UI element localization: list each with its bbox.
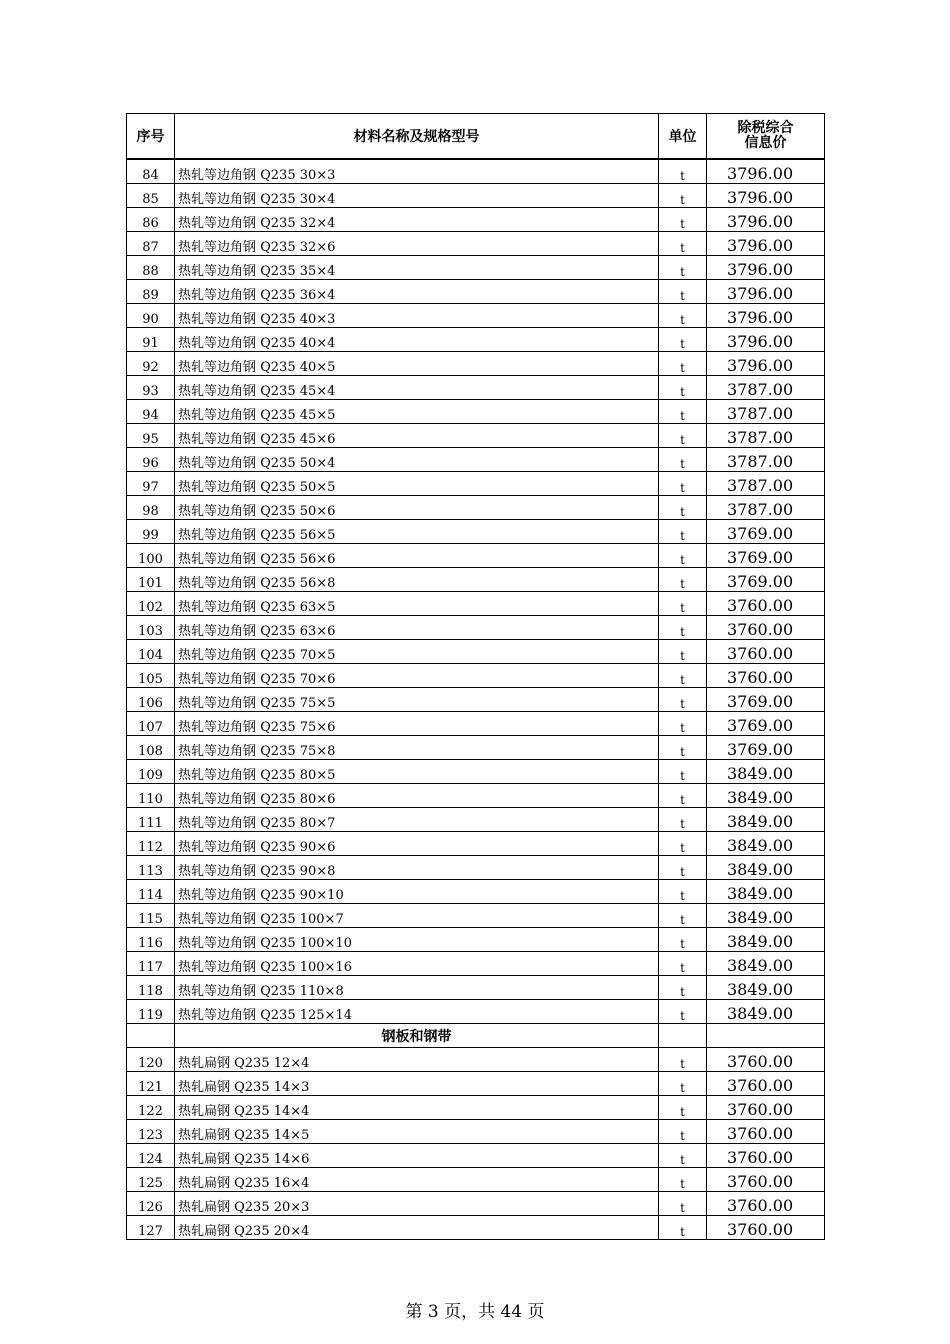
cell-unit: t [659, 808, 707, 832]
table-row [127, 256, 825, 280]
cell-no: 119 [127, 1000, 175, 1024]
table-row [127, 159, 825, 184]
section-cell-unit [659, 1024, 707, 1048]
cell-price: 3849.00 [707, 856, 825, 880]
cell-unit: t [659, 832, 707, 856]
table-row [127, 232, 825, 256]
cell-unit: t [659, 568, 707, 592]
cell-name: 热轧扁钢 Q235 12×4 [175, 1048, 659, 1072]
cell-no: 98 [127, 496, 175, 520]
cell-name: 热轧等边角钢 Q235 80×7 [175, 808, 659, 832]
cell-price: 3769.00 [707, 736, 825, 760]
table-header-row [127, 114, 825, 160]
cell-price: 3796.00 [707, 328, 825, 352]
price-table-sheet [126, 113, 824, 1240]
table-row [127, 520, 825, 544]
cell-name: 热轧等边角钢 Q235 90×10 [175, 880, 659, 904]
table-row [127, 208, 825, 232]
cell-unit: t [659, 616, 707, 640]
cell-no: 118 [127, 976, 175, 1000]
cell-unit: t [659, 400, 707, 424]
cell-unit: t [659, 1216, 707, 1240]
cell-price: 3796.00 [707, 232, 825, 256]
cell-no: 114 [127, 880, 175, 904]
cell-unit: t [659, 280, 707, 304]
cell-price: 3796.00 [707, 184, 825, 208]
cell-name: 热轧等边角钢 Q235 80×5 [175, 760, 659, 784]
cell-unit: t [659, 736, 707, 760]
table-row [127, 304, 825, 328]
cell-no: 125 [127, 1168, 175, 1192]
cell-price: 3760.00 [707, 1216, 825, 1240]
cell-price: 3849.00 [707, 880, 825, 904]
table-row [127, 280, 825, 304]
cell-no: 85 [127, 184, 175, 208]
cell-price: 3760.00 [707, 592, 825, 616]
cell-unit: t [659, 1168, 707, 1192]
cell-name: 热轧等边角钢 Q235 75×5 [175, 688, 659, 712]
cell-unit: t [659, 304, 707, 328]
table-row [127, 808, 825, 832]
cell-no: 111 [127, 808, 175, 832]
cell-no: 108 [127, 736, 175, 760]
cell-unit: t [659, 496, 707, 520]
cell-name: 热轧扁钢 Q235 14×4 [175, 1096, 659, 1120]
cell-no: 104 [127, 640, 175, 664]
table-row [127, 1072, 825, 1096]
cell-unit: t [659, 159, 707, 184]
cell-unit: t [659, 928, 707, 952]
cell-price: 3760.00 [707, 640, 825, 664]
cell-name: 热轧等边角钢 Q235 75×8 [175, 736, 659, 760]
cell-price: 3849.00 [707, 976, 825, 1000]
cell-unit: t [659, 880, 707, 904]
column-header-no: 序号 [127, 114, 175, 160]
cell-price: 3849.00 [707, 904, 825, 928]
cell-unit: t [659, 352, 707, 376]
section-row [127, 1024, 825, 1048]
cell-price: 3760.00 [707, 1144, 825, 1168]
cell-name: 热轧等边角钢 Q235 63×5 [175, 592, 659, 616]
cell-price: 3760.00 [707, 616, 825, 640]
cell-price: 3849.00 [707, 1000, 825, 1024]
cell-unit: t [659, 472, 707, 496]
cell-no: 101 [127, 568, 175, 592]
cell-price: 3796.00 [707, 280, 825, 304]
cell-name: 热轧等边角钢 Q235 30×4 [175, 184, 659, 208]
cell-unit: t [659, 208, 707, 232]
table-row [127, 688, 825, 712]
cell-name: 热轧扁钢 Q235 14×5 [175, 1120, 659, 1144]
cell-name: 热轧等边角钢 Q235 125×14 [175, 1000, 659, 1024]
cell-no: 116 [127, 928, 175, 952]
cell-unit: t [659, 592, 707, 616]
cell-name: 热轧等边角钢 Q235 50×4 [175, 448, 659, 472]
cell-name: 热轧等边角钢 Q235 45×4 [175, 376, 659, 400]
cell-name: 热轧等边角钢 Q235 80×6 [175, 784, 659, 808]
cell-no: 90 [127, 304, 175, 328]
cell-name: 热轧扁钢 Q235 14×6 [175, 1144, 659, 1168]
cell-name: 热轧等边角钢 Q235 90×6 [175, 832, 659, 856]
cell-no: 107 [127, 712, 175, 736]
cell-name: 热轧等边角钢 Q235 70×5 [175, 640, 659, 664]
cell-no: 84 [127, 159, 175, 184]
cell-name: 热轧等边角钢 Q235 50×6 [175, 496, 659, 520]
table-row [127, 376, 825, 400]
cell-name: 热轧等边角钢 Q235 56×5 [175, 520, 659, 544]
cell-no: 87 [127, 232, 175, 256]
cell-unit: t [659, 256, 707, 280]
cell-unit: t [659, 712, 707, 736]
cell-name: 热轧扁钢 Q235 14×3 [175, 1072, 659, 1096]
section-cell-price [707, 1024, 825, 1048]
table-row [127, 352, 825, 376]
table-row [127, 424, 825, 448]
cell-price: 3849.00 [707, 760, 825, 784]
cell-name: 热轧扁钢 Q235 20×3 [175, 1192, 659, 1216]
column-header-name: 材料名称及规格型号 [175, 114, 659, 160]
cell-no: 105 [127, 664, 175, 688]
table-row [127, 328, 825, 352]
cell-name: 热轧等边角钢 Q235 30×3 [175, 159, 659, 184]
cell-no: 93 [127, 376, 175, 400]
table-row [127, 904, 825, 928]
cell-no: 127 [127, 1216, 175, 1240]
cell-no: 86 [127, 208, 175, 232]
cell-unit: t [659, 448, 707, 472]
cell-no: 103 [127, 616, 175, 640]
cell-price: 3796.00 [707, 159, 825, 184]
cell-name: 热轧扁钢 Q235 16×4 [175, 1168, 659, 1192]
section-cell-no [127, 1024, 175, 1048]
cell-unit: t [659, 976, 707, 1000]
table-row [127, 880, 825, 904]
cell-unit: t [659, 1072, 707, 1096]
cell-name: 热轧等边角钢 Q235 70×6 [175, 664, 659, 688]
column-header-unit: 单位 [659, 114, 707, 160]
table-row [127, 1216, 825, 1240]
cell-no: 99 [127, 520, 175, 544]
cell-unit: t [659, 784, 707, 808]
cell-name: 热轧等边角钢 Q235 90×8 [175, 856, 659, 880]
cell-unit: t [659, 688, 707, 712]
table-row [127, 400, 825, 424]
cell-price: 3769.00 [707, 544, 825, 568]
cell-price: 3769.00 [707, 712, 825, 736]
cell-name: 热轧等边角钢 Q235 35×4 [175, 256, 659, 280]
table-row [127, 736, 825, 760]
cell-price: 3787.00 [707, 400, 825, 424]
table-row [127, 1168, 825, 1192]
cell-price: 3769.00 [707, 520, 825, 544]
cell-price: 3769.00 [707, 568, 825, 592]
price-table [126, 113, 825, 1240]
cell-no: 109 [127, 760, 175, 784]
table-row [127, 1048, 825, 1072]
cell-unit: t [659, 520, 707, 544]
cell-price: 3796.00 [707, 256, 825, 280]
section-title: 钢板和钢带 [175, 1024, 659, 1048]
cell-no: 102 [127, 592, 175, 616]
table-row [127, 616, 825, 640]
cell-unit: t [659, 1096, 707, 1120]
cell-unit: t [659, 424, 707, 448]
cell-unit: t [659, 376, 707, 400]
table-row [127, 1000, 825, 1024]
cell-price: 3760.00 [707, 1048, 825, 1072]
cell-unit: t [659, 1000, 707, 1024]
table-row [127, 1120, 825, 1144]
table-row [127, 640, 825, 664]
cell-price: 3787.00 [707, 448, 825, 472]
cell-name: 热轧等边角钢 Q235 100×16 [175, 952, 659, 976]
cell-no: 94 [127, 400, 175, 424]
cell-no: 100 [127, 544, 175, 568]
cell-name: 热轧等边角钢 Q235 75×6 [175, 712, 659, 736]
table-row [127, 1144, 825, 1168]
cell-name: 热轧等边角钢 Q235 40×4 [175, 328, 659, 352]
table-row [127, 976, 825, 1000]
cell-unit: t [659, 664, 707, 688]
cell-no: 92 [127, 352, 175, 376]
cell-price: 3787.00 [707, 424, 825, 448]
cell-price: 3849.00 [707, 784, 825, 808]
cell-no: 121 [127, 1072, 175, 1096]
cell-price: 3787.00 [707, 376, 825, 400]
cell-price: 3760.00 [707, 1072, 825, 1096]
cell-name: 热轧等边角钢 Q235 100×7 [175, 904, 659, 928]
cell-name: 热轧等边角钢 Q235 45×6 [175, 424, 659, 448]
cell-name: 热轧等边角钢 Q235 110×8 [175, 976, 659, 1000]
cell-price: 3760.00 [707, 1096, 825, 1120]
cell-price: 3849.00 [707, 832, 825, 856]
cell-unit: t [659, 184, 707, 208]
table-row [127, 952, 825, 976]
table-row [127, 448, 825, 472]
table-row [127, 784, 825, 808]
table-row [127, 760, 825, 784]
cell-unit: t [659, 1192, 707, 1216]
table-row [127, 184, 825, 208]
cell-no: 126 [127, 1192, 175, 1216]
cell-no: 96 [127, 448, 175, 472]
cell-name: 热轧等边角钢 Q235 36×4 [175, 280, 659, 304]
cell-unit: t [659, 640, 707, 664]
cell-no: 120 [127, 1048, 175, 1072]
cell-no: 113 [127, 856, 175, 880]
cell-price: 3796.00 [707, 304, 825, 328]
cell-unit: t [659, 1048, 707, 1072]
table-row [127, 472, 825, 496]
cell-price: 3796.00 [707, 352, 825, 376]
cell-unit: t [659, 328, 707, 352]
cell-no: 88 [127, 256, 175, 280]
cell-no: 124 [127, 1144, 175, 1168]
column-header-price [707, 114, 825, 160]
cell-price: 3787.00 [707, 472, 825, 496]
table-row [127, 496, 825, 520]
cell-no: 91 [127, 328, 175, 352]
table-row [127, 712, 825, 736]
cell-unit: t [659, 1144, 707, 1168]
table-row [127, 832, 825, 856]
cell-unit: t [659, 856, 707, 880]
table-row [127, 856, 825, 880]
page-footer: 第 3 页，共 44 页 [405, 1302, 545, 1322]
cell-price: 3760.00 [707, 1120, 825, 1144]
column-header-price-line2: 信息价 [744, 135, 787, 151]
cell-price: 3787.00 [707, 496, 825, 520]
table-row [127, 1192, 825, 1216]
cell-unit: t [659, 232, 707, 256]
cell-no: 95 [127, 424, 175, 448]
cell-price: 3769.00 [707, 688, 825, 712]
cell-name: 热轧等边角钢 Q235 56×6 [175, 544, 659, 568]
cell-no: 97 [127, 472, 175, 496]
cell-no: 123 [127, 1120, 175, 1144]
cell-no: 112 [127, 832, 175, 856]
cell-name: 热轧等边角钢 Q235 32×6 [175, 232, 659, 256]
cell-no: 117 [127, 952, 175, 976]
cell-name: 热轧扁钢 Q235 20×4 [175, 1216, 659, 1240]
table-row [127, 664, 825, 688]
table-body [127, 159, 825, 1240]
table-row [127, 544, 825, 568]
table-row [127, 928, 825, 952]
cell-name: 热轧等边角钢 Q235 50×5 [175, 472, 659, 496]
table-row [127, 1096, 825, 1120]
cell-name: 热轧等边角钢 Q235 100×10 [175, 928, 659, 952]
cell-price: 3849.00 [707, 928, 825, 952]
cell-name: 热轧等边角钢 Q235 40×3 [175, 304, 659, 328]
cell-name: 热轧等边角钢 Q235 40×5 [175, 352, 659, 376]
cell-no: 115 [127, 904, 175, 928]
cell-no: 106 [127, 688, 175, 712]
cell-unit: t [659, 760, 707, 784]
cell-unit: t [659, 1120, 707, 1144]
table-row [127, 568, 825, 592]
cell-unit: t [659, 544, 707, 568]
table-row [127, 592, 825, 616]
cell-name: 热轧等边角钢 Q235 32×4 [175, 208, 659, 232]
column-header-price-line1: 除税综合 [737, 120, 794, 136]
cell-price: 3849.00 [707, 952, 825, 976]
cell-name: 热轧等边角钢 Q235 45×5 [175, 400, 659, 424]
cell-price: 3760.00 [707, 1168, 825, 1192]
cell-no: 110 [127, 784, 175, 808]
cell-price: 3849.00 [707, 808, 825, 832]
cell-price: 3796.00 [707, 208, 825, 232]
cell-name: 热轧等边角钢 Q235 63×6 [175, 616, 659, 640]
cell-no: 89 [127, 280, 175, 304]
cell-name: 热轧等边角钢 Q235 56×8 [175, 568, 659, 592]
cell-no: 122 [127, 1096, 175, 1120]
cell-price: 3760.00 [707, 664, 825, 688]
cell-unit: t [659, 904, 707, 928]
cell-price: 3760.00 [707, 1192, 825, 1216]
cell-unit: t [659, 952, 707, 976]
